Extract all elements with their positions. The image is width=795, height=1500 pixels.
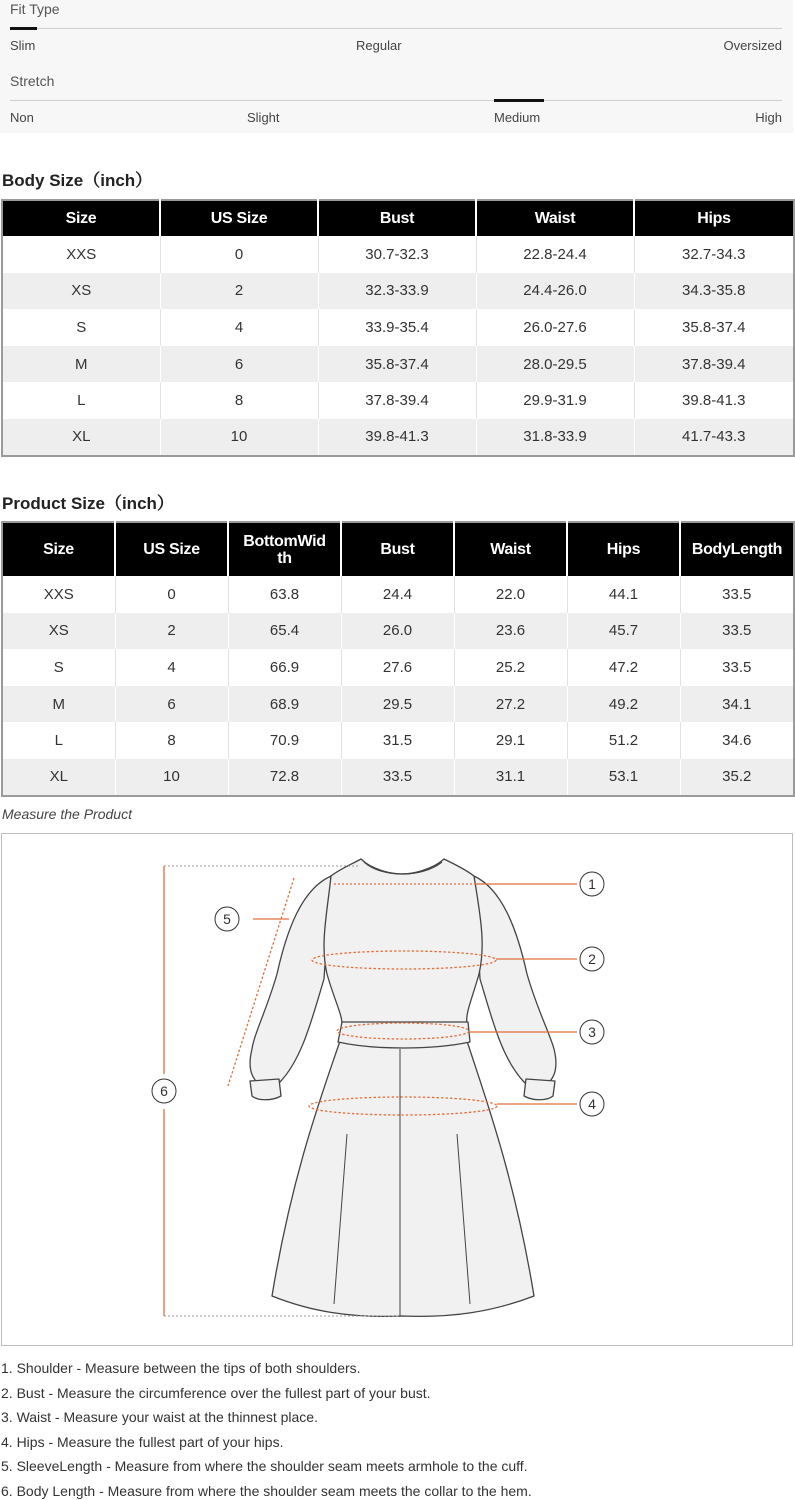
table-row (2, 419, 794, 456)
table-cell: 63.8 (228, 576, 341, 613)
table-cell: 41.7-43.3 (634, 419, 794, 456)
table-cell: 31.1 (454, 759, 567, 796)
table-cell: L (2, 382, 160, 419)
table-cell: 29.5 (341, 686, 454, 723)
product-size-title: Product Size（inch） (2, 494, 174, 513)
table-cell: 2 (160, 273, 318, 310)
table-cell: M (2, 686, 115, 723)
right-sleeve (474, 876, 556, 1090)
stretch-option-non: Non (10, 110, 34, 125)
body-size-table (1, 199, 795, 457)
table-cell: 25.2 (454, 649, 567, 686)
table-cell: 49.2 (567, 686, 680, 723)
table-cell: 31.8-33.9 (476, 419, 634, 456)
note-waist: 3. Waist - Measure your waist at the thinnest place. (1, 1409, 318, 1425)
table-cell: S (2, 309, 160, 346)
header-waist: Waist (454, 522, 567, 576)
table-cell: XS (2, 613, 115, 650)
fit-type-option-regular: Regular (356, 38, 402, 53)
table-row (2, 649, 794, 686)
table-cell: 33.5 (680, 576, 794, 613)
fit-type-track (10, 28, 782, 29)
stretch-track (10, 100, 782, 101)
table-cell: 6 (160, 346, 318, 383)
table-cell: 31.5 (341, 722, 454, 759)
table-cell: 0 (115, 576, 228, 613)
table-cell: XXS (2, 576, 115, 613)
note-hips: 4. Hips - Measure the fullest part of your hips. (1, 1433, 284, 1450)
table-row (2, 722, 794, 759)
table-cell: 37.8-39.4 (634, 346, 794, 383)
table-cell: 4 (160, 309, 318, 346)
note-shoulder: 1. Shoulder - Measure between the tips of both shoulders. (1, 1360, 361, 1376)
stretch-label: Stretch (10, 73, 55, 89)
table-row (2, 759, 794, 796)
table-cell: 35.2 (680, 759, 794, 796)
table-header-row (2, 522, 794, 576)
table-cell: 6 (115, 686, 228, 723)
header-bottom-width: BottomWidth (228, 522, 341, 576)
table-cell: 28.0-29.5 (476, 346, 634, 383)
table-cell: 32.3-33.9 (318, 273, 476, 310)
table-cell: L (2, 722, 115, 759)
skirt (272, 1041, 534, 1316)
marker-5-label: 5 (223, 911, 231, 927)
marker-2 (580, 947, 604, 971)
fit-type-label: Fit Type (10, 1, 60, 17)
table-cell: 4 (115, 649, 228, 686)
right-cuff (524, 1079, 555, 1100)
table-cell: XS (2, 273, 160, 310)
table-row (2, 382, 794, 419)
table-cell: 53.1 (567, 759, 680, 796)
table-cell: 24.4-26.0 (476, 273, 634, 310)
note-bust: 2. Bust - Measure the circumference over the fullest part of your bust. (1, 1384, 431, 1401)
table-cell: XL (2, 759, 115, 796)
marker-6-label: 6 (160, 1083, 168, 1099)
header-us-size: US Size (115, 522, 228, 576)
header-hips: Hips (634, 200, 794, 236)
marker-5 (215, 907, 239, 931)
table-cell: 37.8-39.4 (318, 382, 476, 419)
header-bust: Bust (318, 200, 476, 236)
table-cell: 26.0-27.6 (476, 309, 634, 346)
table-cell: 23.6 (454, 613, 567, 650)
header-bust: Bust (341, 522, 454, 576)
table-row (2, 309, 794, 346)
fit-type-indicator (10, 27, 37, 30)
table-cell: 2 (115, 613, 228, 650)
table-header-row (2, 200, 794, 236)
table-cell: 29.1 (454, 722, 567, 759)
table-cell: 22.0 (454, 576, 567, 613)
table-cell: 33.5 (341, 759, 454, 796)
table-cell: 30.7-32.3 (318, 236, 476, 273)
table-cell: 10 (115, 759, 228, 796)
table-cell: 66.9 (228, 649, 341, 686)
marker-1 (580, 872, 604, 896)
table-cell: 29.9-31.9 (476, 382, 634, 419)
table-row (2, 346, 794, 383)
body-size-title: Body Size（inch） (2, 171, 153, 190)
dress-illustration (2, 834, 794, 1347)
table-row (2, 576, 794, 613)
table-cell: 44.1 (567, 576, 680, 613)
product-size-table (1, 521, 795, 797)
table-row (2, 273, 794, 310)
stretch-option-slight: Slight (247, 110, 280, 125)
stretch-option-medium: Medium (494, 110, 541, 125)
header-waist: Waist (476, 200, 634, 236)
header-size: Size (2, 200, 160, 236)
marker-2-label: 2 (588, 951, 596, 967)
marker-4-label: 4 (588, 1096, 596, 1112)
marker-3 (580, 1020, 604, 1044)
measure-diagram (1, 833, 793, 1346)
table-row (2, 236, 794, 273)
table-row (2, 613, 794, 650)
header-hips: Hips (567, 522, 680, 576)
table-cell: 27.6 (341, 649, 454, 686)
measure-caption: Measure the Product (2, 806, 132, 822)
table-cell: 45.7 (567, 613, 680, 650)
table-cell: 32.7-34.3 (634, 236, 794, 273)
marker-1-label: 1 (588, 876, 596, 892)
table-cell: 72.8 (228, 759, 341, 796)
stretch-option-high: High (755, 110, 782, 125)
table-cell: 39.8-41.3 (634, 382, 794, 419)
table-cell: 8 (160, 382, 318, 419)
table-row (2, 686, 794, 723)
table-cell: 34.1 (680, 686, 794, 723)
stretch-indicator (494, 99, 544, 102)
table-cell: 26.0 (341, 613, 454, 650)
table-cell: 65.4 (228, 613, 341, 650)
fit-type-option-oversized: Oversized (723, 38, 782, 53)
table-cell: 27.2 (454, 686, 567, 723)
fit-panel (0, 0, 793, 133)
left-sleeve (250, 876, 331, 1090)
header-size: Size (2, 522, 115, 576)
table-cell: 0 (160, 236, 318, 273)
measure-notes (1, 1357, 532, 1500)
table-cell: XL (2, 419, 160, 456)
table-cell: 47.2 (567, 649, 680, 686)
table-cell: 10 (160, 419, 318, 456)
table-cell: 33.5 (680, 649, 794, 686)
table-cell: M (2, 346, 160, 383)
table-cell: 34.6 (680, 722, 794, 759)
table-cell: 22.8-24.4 (476, 236, 634, 273)
table-cell: 33.9-35.4 (318, 309, 476, 346)
header-body-length: BodyLength (680, 522, 794, 576)
table-cell: 35.8-37.4 (634, 309, 794, 346)
table-cell: 33.5 (680, 613, 794, 650)
table-cell: 8 (115, 722, 228, 759)
table-cell: 68.9 (228, 686, 341, 723)
note-body-length: 6. Body Length - Measure from where the shoulder seam meets the collar to the hem. (1, 1482, 532, 1499)
table-cell: 24.4 (341, 576, 454, 613)
table-cell: 70.9 (228, 722, 341, 759)
table-cell: 51.2 (567, 722, 680, 759)
fit-type-option-slim: Slim (10, 38, 36, 53)
table-cell: XXS (2, 236, 160, 273)
table-cell: 39.8-41.3 (318, 419, 476, 456)
note-sleeve-length: 5. SleeveLength - Measure from where the shoulder seam meets armhole to the cuff. (1, 1458, 528, 1474)
table-cell: S (2, 649, 115, 686)
marker-6 (152, 1079, 176, 1103)
table-cell: 34.3-35.8 (634, 273, 794, 310)
left-cuff (250, 1079, 281, 1100)
table-cell: 35.8-37.4 (318, 346, 476, 383)
marker-3-label: 3 (588, 1024, 596, 1040)
marker-4 (580, 1092, 604, 1116)
header-us-size: US Size (160, 200, 318, 236)
